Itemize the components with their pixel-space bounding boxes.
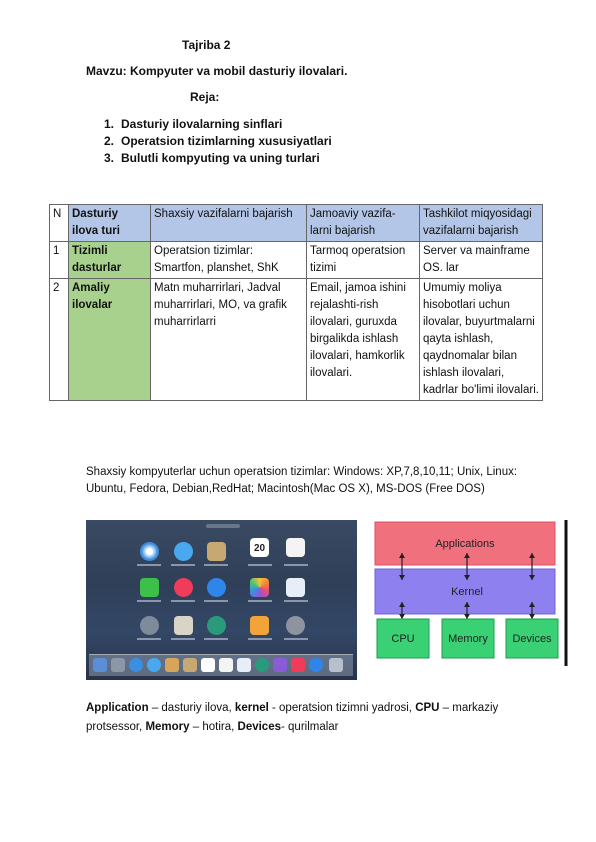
header-team: Jamoaviy vazifa-larni bajarish <box>307 205 420 242</box>
cell-personal: Matn muharrirlari, Jadval muharrirlari, MO, va grafik muharrirlarri <box>151 279 307 401</box>
glossary-def: – markaziy protsessor, <box>86 702 499 733</box>
messages-icon <box>174 542 193 561</box>
cell-team: Email, jamoa ishini rejalashti-rish ilovalari, guruxda birgalikda ishlash ilovalari, hamkorlik ilovalari. <box>307 279 420 401</box>
cell-n: 1 <box>50 242 69 279</box>
header-type: Dasturiy ilova turi <box>69 205 151 242</box>
header-n: N <box>50 205 69 242</box>
glossary-def: - qurilmalar <box>281 721 339 733</box>
cpu-label: CPU <box>391 633 415 645</box>
glossary-term: kernel <box>234 702 269 714</box>
photos-icon <box>250 578 269 597</box>
table-row <box>50 242 543 279</box>
launchpad-screenshot <box>86 520 357 680</box>
document-title: Tajriba 2 <box>182 38 231 52</box>
cell-n: 2 <box>50 279 69 401</box>
glossary-term: Memory <box>145 721 190 733</box>
system-preferences-icon <box>286 616 305 635</box>
plan-item: 1. Dasturiy ilovalarning sinflari <box>104 117 283 131</box>
app-store-icon <box>207 578 226 597</box>
glossary-def: – dasturiy ilova, <box>148 702 235 714</box>
glossary-def: – hotira, <box>189 721 238 733</box>
cell-team: Tarmoq operatsion tizimi <box>307 242 420 279</box>
cell-org: Umumiy moliya hisobotlari uchun ilovalar, buyurtmalarni qayta ishlash, qaydnomalar bilan ishlash ilovalari, kadrlar bo'limi ilovalari. <box>420 279 543 401</box>
table-row <box>50 279 543 401</box>
header-personal: Shaxsiy vazifalarni bajarish <box>151 205 307 242</box>
header-org: Tashkilot miqyosidagi vazifalarni bajarish <box>420 205 543 242</box>
topic-line: Mavzu: Kompyuter va mobil dasturiy ilovalari. <box>86 64 348 78</box>
applications-table <box>49 204 543 401</box>
glossary-term: CPU <box>415 702 440 714</box>
table-header-row <box>50 205 543 242</box>
facetime-icon <box>140 578 159 597</box>
music-icon <box>174 578 193 597</box>
glossary-def: - operatsion tizimni yadrosi, <box>268 702 416 714</box>
plan-heading: Reja: <box>190 90 220 104</box>
contacts-icon <box>207 542 226 561</box>
plan-item: 3. Bulutli kompyuting va uning turlari <box>104 151 320 165</box>
launchpad-rocket-icon <box>140 616 159 635</box>
calendar-icon: 20 <box>250 538 269 557</box>
cell-type: Tizimli dasturlar <box>69 242 151 279</box>
cell-org: Server va mainframe OS. lar <box>420 242 543 279</box>
preview-icon <box>174 616 193 635</box>
plan-item: 2. Operatsion tizimlarning xususiyatlari <box>104 134 332 148</box>
time-machine-icon <box>207 616 226 635</box>
cell-personal: Operatsion tizimlar: Smartfon, planshet, ShK <box>151 242 307 279</box>
mail-icon <box>286 578 305 597</box>
glossary-term: Devices <box>237 721 281 733</box>
memory-label: Memory <box>448 633 488 645</box>
devices-label: Devices <box>512 633 552 645</box>
safari-icon <box>140 542 159 561</box>
glossary-term: Application <box>86 702 149 714</box>
cell-type: Amaliy ilovalar <box>69 279 151 401</box>
dock <box>89 654 353 676</box>
books-icon <box>250 616 269 635</box>
os-kernel-diagram <box>370 518 570 668</box>
applications-label: Applications <box>435 538 495 550</box>
kernel-label: Kernel <box>451 586 483 598</box>
glossary-paragraph <box>86 699 556 737</box>
notes-icon <box>286 538 305 557</box>
plan-list <box>104 116 332 167</box>
os-paragraph: Shaxsiy kompyuterlar uchun operatsion tizimlar: Windows: XP,7,8,10,11; Unix, Linux: Ubuntu, Fedora, Debian,RedHat; Macintosh(Mac OS X), MS-DOS (Free DOS) <box>86 466 518 495</box>
